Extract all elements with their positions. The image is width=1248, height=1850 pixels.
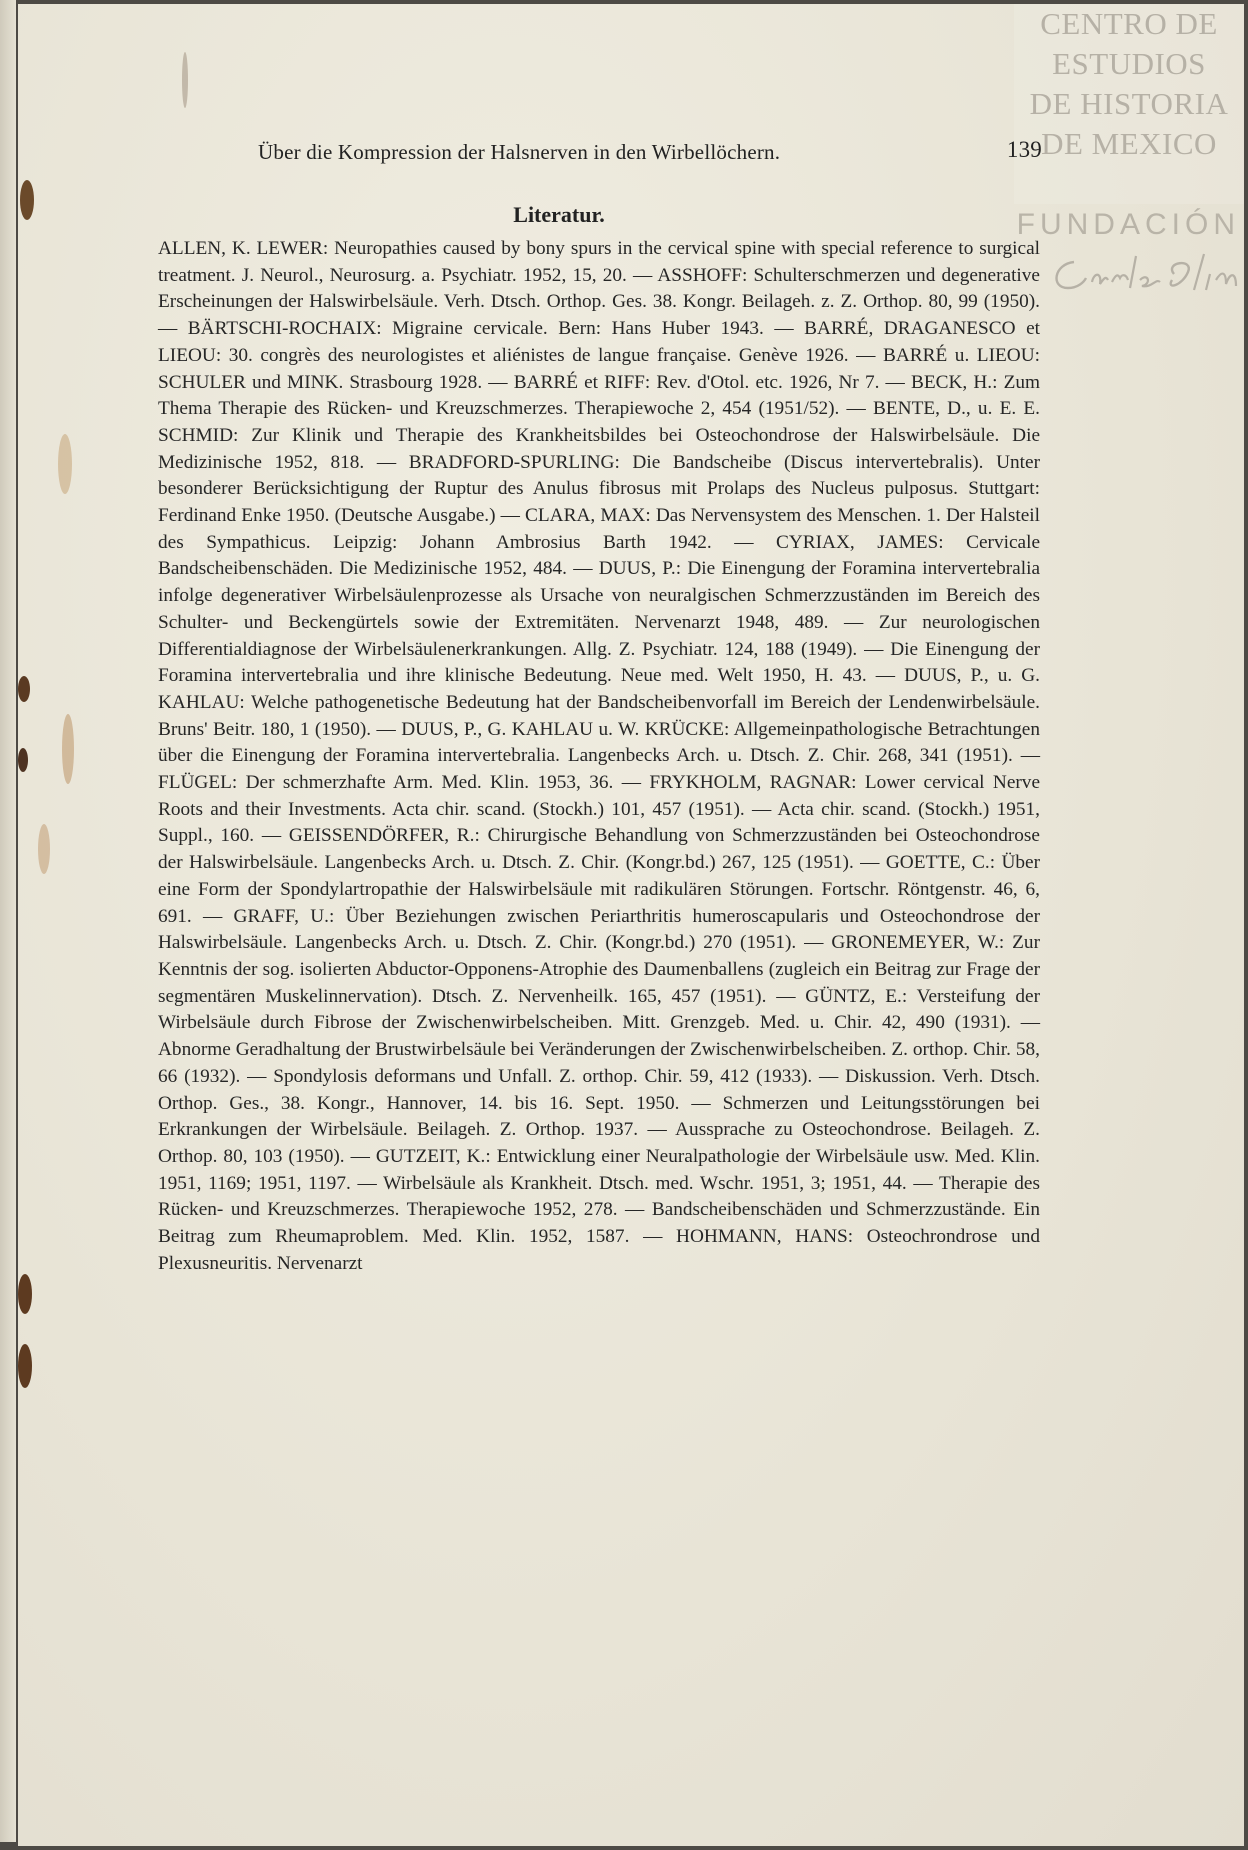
document-page: [18, 4, 1244, 1846]
running-title: Über die Kompression der Halsnerven in den Wirbellöchern.: [258, 140, 781, 164]
section-title: Literatur.: [513, 202, 605, 227]
page-number: 139: [1006, 137, 1042, 162]
page-binding-edge: [0, 0, 16, 1842]
watermark-line: DE MEXICO: [1041, 126, 1217, 161]
paper-stain: [18, 1344, 32, 1388]
paper-stain: [38, 824, 50, 874]
paper-stain: [58, 434, 72, 494]
bibliography-text: ALLEN, K. LEWER: Neuropathies caused by bony spurs in the cervical spine with special reference to surgical treatment. J. Neurol., Neurosurg. a. Psychiatr. 1952, 15, 20. — ASSHOFF: Schulterschmerzen und degenerative Erscheinungen der Halswirbelsäule. Verh. Dtsch. Orthop. Ges. 38. Kongr. Beilageh. z. Z. Orthop. 80, 99 (1950). — BÄRTSCHI-ROCHAIX: Migraine cervicale. Bern: Hans Huber 1943. — BARRÉ, DRAGANESCO et LIEOU: 30. congrès des neurologistes et aliénistes de langue française. Genève 1926. — BARRÉ u. LIEOU: SCHULER und MINK. Strasbourg 1928. — BARRÉ et RIFF: Rev. d'Otol. etc. 1926, Nr 7. — BECK, H.: Zum Thema Therapie des Rücken- und Kreuzschmerzes. Therapiewoche 2, 454 (1951/52). — BENTE, D., u. E. E. SCHMID: Zur Klinik und Therapie des Krankheitsbildes bei Osteochondrose der Halswirbelsäule. Die Medizinische 1952, 818. — BRADFORD-SPURLING: Die Bandscheibe (Discus intervertebralis). Unter besonderer Berücksichtigung der Ruptur des Anulus fibrosus mit Prolaps des Nucleus pulposus. Stuttgart: Ferdinand Enke 1950. (Deutsche Ausgabe.) — CLARA, MAX: Das Nervensystem des Menschen. 1. Der Halsteil des Sympathicus. Leipzig: Johann Ambrosius Barth 1942. — CYRIAX, JAMES: Cervicale Bandscheibenschäden. Die Medizinische 1952, 484. — DUUS, P.: Die Einengung der Foramina intervertebralia infolge degenerativer Wirbelsäulenprozesse als Ursache von neuralgischen Schmerzzuständen im Bereich des Schulter- und Beckengürtels sowie der Extremitäten. Nervenarzt 1948, 489. — Zur neurologischen Differentialdiagnose der Wirbelsäulenerkrankungen. Allg. Z. Psychiatr. 124, 188 (1949). — Die Einengung der Foramina intervertebralia und ihre klinische Bedeutung. Neue med. Welt 1950, H. 43. — DUUS, P., u. G. KAHLAU: Welche pathogenetische Bedeutung hat der Bandscheibenvorfall im Bereich der Lendenwirbelsäule. Bruns' Beitr. 180, 1 (1950). — DUUS, P., G. KAHLAU u. W. KRÜCKE: Allgemeinpathologische Betrachtungen über die Einengung der Foramina intervertebralia. Langenbecks Arch. u. Dtsch. Z. Chir. 268, 341 (1951). — FLÜGEL: Der schmerzhafte Arm. Med. Klin. 1953, 36. — FRYKHOLM, RAGNAR: Lower cervical Nerve Roots and their Investments. Acta chir. scand. (Stockh.) 101, 457 (1951). — Acta chir. scand. (Stockh.) 1951, Suppl., 160. — GEISSENDÖRFER, R.: Chirurgische Behandlung von Schmerzzuständen bei Osteochondrose der Halswirbelsäule. Langenbecks Arch. u. Dtsch. Z. Chir. (Kongr.bd.) 267, 125 (1951). — GOETTE, C.: Über eine Form der Spondylartropathie der Halswirbelsäule mit radikulären Störungen. Fortschr. Röntgenstr. 46, 6, 691. — GRAFF, U.: Über Beziehungen zwischen Periarthritis humeroscapularis und Osteochondrose der Halswirbelsäule. Langenbecks Arch. u. Dtsch. Z. Chir. (Kongr.bd.) 270 (1951). — GRONEMEYER, W.: Zur Kenntnis der sog. isolierten Abductor-Opponens-Atrophie des Daumenballens (zugleich ein Beitrag zur Frage der segmentären Muskelinnervation). Dtsch. Z. Nervenheilk. 165, 457 (1951). — GÜNTZ, E.: Versteifung der Wirbelsäule durch Fibrose der Zwischenwirbelscheiben. Mitt. Grenzgeb. Med. u. Chir. 42, 490 (1931). — Abnorme Geradhaltung der Brustwirbelsäule bei Veränderungen der Zwischenwirbelscheiben. Z. orthop. Chir. 58, 66 (1932). — Spondylosis deformans und Unfall. Z. orthop. Chir. 59, 412 (1933). — Diskussion. Verh. Dtsch. Orthop. Ges., 38. Kongr., Hannover, 14. bis 16. Sept. 1950. — Schmerzen und Leitungsstörungen bei Erkrankungen der Wirbelsäule. Beilageh. Z. Orthop. 1937. — Aussprache zu Osteochondrose. Beilageh. Z. Orthop. 80, 103 (1950). — GUTZEIT, K.: Entwicklung einer Neuralpathologie der Wirbelsäule usw. Med. Klin. 1951, 1169; 1951, 1197. — Wirbelsäule als Krankheit. Dtsch. med. Wschr. 1951, 3; 1951, 44. — Therapie des Rücken- und Kreuzschmerzes. Therapiewoche 1952, 278. — Bandscheibenschäden und Schmerzzustände. Ein Beitrag zum Rheumaproblem. Med. Klin. 1952, 1587. — HOHMANN, HANS: Osteochrondrose und Plexusneuritis. Nervenarzt: [158, 238, 1040, 1274]
watermark-line: CENTRO DE: [1040, 6, 1218, 41]
paper-stain: [18, 1274, 32, 1314]
watermark-line: ESTUDIOS: [1052, 46, 1206, 81]
watermark: [1014, 4, 1244, 204]
paper-stain: [18, 676, 30, 702]
watermark-line: DE HISTORIA: [1029, 86, 1229, 121]
paper-stain: [182, 52, 188, 108]
watermark-foundation: FUNDACIÓN: [1016, 208, 1240, 241]
paper-stain: [62, 714, 74, 784]
paper-stain: [18, 748, 28, 772]
watermark-signature: [1044, 244, 1244, 304]
